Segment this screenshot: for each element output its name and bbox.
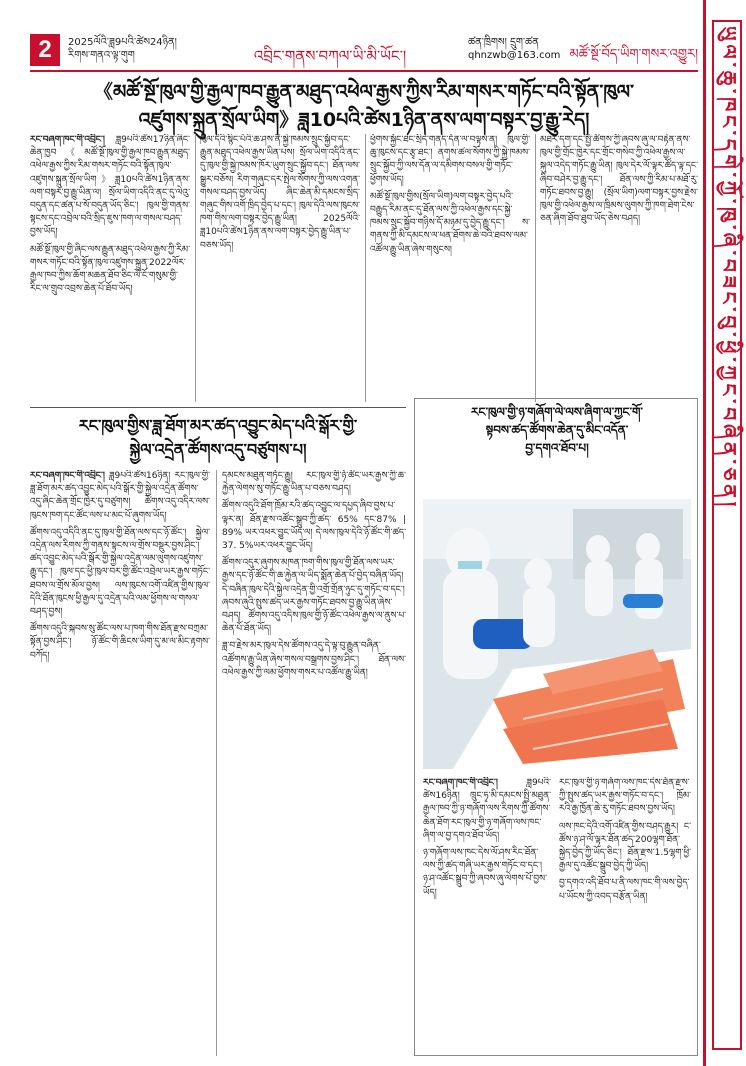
- paragraph-text: རང་ཁུལ་གྱི་ཉ་གཞོག་ལས་ཁང་དེས་ཐོན་རྫས་ཀྱི་སྤུས་ཚད་ཡར་རྒྱས་གཏོང་བ་དང་། ཁྲོམ་རའི་རྒྱ་ཁྱོན་ཆེ་རུ་གཏོང་ཐབས་བྱས་ཡོད།: [559, 778, 691, 815]
- paragraph-text: ལས་ཁང་དེའི་འགོ་འཛིན་གྱིས་བཤད་རྒྱུར། ང་ཚོས་ཉ་ཤ་ལོ་ལྟར་ཐོན་ཚད་200ལྷག་ཐོན་སྐྱེད་བྱེད་ཀྱི་ཡོད་ཅིང་། ཐོན་རྫས་1.5ལྷག་ཕྱི་རྒྱལ་དུ་འཚོང་སྒྲུབ་བྱེད་ཀྱི་ཡོད།: [559, 821, 691, 872]
- paragraph: [222, 557, 406, 636]
- photo-article-column: [423, 777, 551, 1051]
- paragraph: [30, 470, 210, 523]
- article2-column: [30, 470, 210, 1056]
- paragraph-text: དམངས་མཐུན་གཏོང་རྒྱུ། རང་ཁུལ་གྱི་ཉོ་ཚོང་ཡར་རྒྱས་ཀྱི་ཆ་རྐྱེན་ལེགས་སུ་གཏོང་རྒྱུ་ཡིན་པ་བཅས་བཤད།: [222, 471, 406, 495]
- main-headline: [30, 78, 698, 134]
- column-rule: [216, 470, 217, 1056]
- byline: རང་བཞག་ཁང་གི་འབྲིང་།: [30, 471, 105, 481]
- paragraph: [30, 527, 210, 619]
- paragraph: [370, 191, 530, 257]
- paragraph-text: ཟླ9པའི་ཚེས16ཉིན། ཁྲུང་ཧྭ་མི་དམངས་སྤྱི་མཐུན་རྒྱལ་ཁབ་ཀྱི་ཉ་གཞོག་ལས་རིགས་ཀྱི་ཚོགས་ཆེན་ཐོག་རང་ཁུལ་གྱི་ཉ་གཞོག་ལས་ཁང་ཞིག་ལ་བྱ་དགའ་ཐོབ་ཡོད།: [423, 778, 551, 841]
- paragraph-text: ཁུལ་དེའི་སྙིང་པོའི་ཆ་ཤས་ནི་སྐྱེ་ཁམས་སྲུང་སྐྱོབ་དང་རྒྱུན་མཐུད་འཕེལ་རྒྱས་ཡིན་པས། སྲོལ་ཡིག་འདིའི་ནང་དུ་ཁུལ་གྱི་སྐྱེ་ཁམས་ཁོར་ཡུག་སྲུང་སྐྱོབ་དང་། ཐོན་ལས་སྒྱུར་བཅོས། རིག་གཞུང་དར་སྤེལ་སོགས་ཀྱི་ལས་འགན་གསལ་བཤད་བྱས་ཡོད། ཞིང་ཆེན་མི་དམངས་སྲིད་གཞུང་གིས་འགོ་ཁྲིད་བྱེད་པ་དང་། ཁུལ་དེའི་ལས་ཁུངས་ཁག་གིས་ལག་བསྟར་བྱེད་རྒྱུ་ཡིན། 2025ལོའི་ཟླ10པའི་ཚེས1ཉིན་ནས་ལག་བསྟར་བྱེད་རྒྱུ་ཡིན་པ་བཅས་ཡོད།: [200, 135, 360, 251]
- headline-line: འཛུགས་སྐྲུན་སྲོལ་ཡིག》ཟླ10པའི་ཚེས1ཉིན་ནས་ལག་བསྟར་བྱ་རྒྱུ་རེད།: [138, 109, 590, 131]
- banner-frame: [712, 20, 742, 1050]
- photo-article-box: [414, 398, 698, 1056]
- photo-illustration: [423, 499, 691, 769]
- paragraph: [30, 623, 210, 663]
- photo-article-column: [559, 777, 691, 1051]
- paragraph-text: མཐར་དག་དང་སྤྱི་ཚོགས་ཀྱི་ཞབས་ཞུ་ལ་བརྟེན་ནས་ཁུལ་གྱི་གྲོང་ཁྱེར་དང་གྲོང་གསེབ་ཀྱི་འཕེལ་རྒྱས་ལ་སྐུལ་འདེད་གཏོང་རྒྱུ་ཡིན། ཁུལ་དེར་ལོ་ལྟར་ཚོད་ལྟ་དང་ཞིབ་བཤེར་བྱ་རྒྱུ་དང་། ཐོན་ལས་ཀྱི་རིམ་པ་མཐོ་རུ་གཏོང་ཐབས་བྱ་རྒྱུ། (སྲོལ་ཡིག)ལག་བསྟར་བྱས་རྗེས་ཁུལ་གྱི་འཕེལ་རྒྱས་ལ་ཁྲིམས་ལུགས་ཀྱི་ཁག་ཐེག་ངེས་ཅན་ཞིག་ཐོབ་ཐུབ་ཡོད་ཅེས་བཤད།: [540, 135, 698, 225]
- section-rule: [30, 407, 406, 408]
- headline-line: སྐྱེལ་འདྲེན་ཚོགས་འདུ་བཙུགས་པ།: [129, 440, 307, 459]
- vertical-banner: [703, 0, 746, 1066]
- paragraph: [559, 821, 691, 874]
- headline-line: 《མཚོ་སྔོ་ཁུལ་གྱི་རྒྱལ་ཁབ་རྒྱུན་མཐུད་འཕེལ་རྒྱས་ཀྱིས་རིམ་གསར་གཏོང་བའི་སྟོན་ཁུལ་: [93, 81, 635, 103]
- byline: རང་བཞག་ཁང་གི་འབྲིང་།: [423, 778, 498, 788]
- paragraph: [222, 500, 406, 553]
- headline-line: རང་ཁུལ་གྱིས་ཟླ་ཐོག་མར་ཚད་འབྱུང་མེད་པའི་སྒོར་གྱི་: [78, 416, 358, 435]
- paragraph: [222, 640, 406, 680]
- issue-date: [68, 36, 177, 62]
- paragraph-text: ཟླ་བ་རྗེས་མར་ཁུལ་དེས་ཚོགས་འདུ་དེ་ལྟ་བུ་རྒྱུན་བཞིན་འཚོགས་རྒྱུ་ཡིན་ཞེས་གསལ་བསྒྲགས་བྱས་ཤིང་། ཐོན་ལས་འཕེལ་རྒྱས་ཀྱི་ལམ་ཕྱོགས་གསར་པ་འཚོལ་རྒྱུ་ཡིན།: [222, 641, 406, 678]
- paragraph-text: བྱ་དགའ་འདི་ཐོབ་པ་ནི་ལས་ཁང་གི་ལས་བྱེད་པ་ཡོངས་ཀྱི་འབད་བརྩོན་ཡིན།: [559, 878, 690, 902]
- headline-line: བྱ་དགའ་ཐོབ་པ།: [525, 441, 589, 455]
- editor-email: qhnzwb@163.com: [468, 50, 561, 61]
- column-rule: [365, 134, 366, 402]
- paragraph-text: མཚོ་སྔོ་ཁུལ་གྱིས(སྲོལ་ཡིག)ལག་བསྟར་བྱེད་པའི་བརྒྱུད་རིམ་ནང་དུ་ཐོན་ལས་ཀྱི་འཕེལ་རྒྱས་དང་སྐྱེ་ཁམས་སྲུང་སྐྱོབ་གཉིས་དོ་མཉམ་དུ་བྱེད་རྒྱུ་དང་། ས་གནས་ཀྱི་མི་དམངས་ལ་ཕན་ཐོགས་ཆེ་བའི་ཐབས་ལམ་འཚོལ་རྒྱུ་ཡིན་ཞེས་གསུངས།: [370, 191, 530, 255]
- banner-text: ཡུལ་ཆུ་ཁང་དགེ་ཀྱོ་ཁུ་ཞི་བཟང་བུ་ཕྱི་ཀྱང་བཞིན་ཅན།: [717, 26, 741, 511]
- paragraph: [423, 777, 551, 843]
- paragraph-text: ཚོགས་འདུ་འདིའི་ནང་དུ་ཁུལ་གྱི་ཐོན་ལས་དང་ཉོ་ཚོང་། སྐྱེལ་འདྲེན་ལས་རིགས་ཀྱི་གནས་སྟངས་ལ་གྲོས་བསྡུར་བྱས་ཤིང་། ཚད་འབྱུང་མེད་པའི་སྒོར་གྱི་སྐྱེལ་འདྲེན་ལམ་ལུགས་འཛུགས་རྒྱུ་དང་། ཁུལ་དང་ཕྱི་ཁུལ་བར་གྱི་ཚོང་འབྲེལ་ཡར་རྒྱས་གཏོང་ཐབས་ལ་གྲོས་མོལ་བྱས། ལས་ཁུངས་འགོ་འཛིན་གྱིས་ཁུལ་དེའི་ཐོན་ཁུངས་ཕྱི་རྒྱལ་དུ་འདྲེན་པའི་ལམ་ཕྱོགས་ལ་གསལ་བཤད་བྱས།: [30, 527, 210, 618]
- article1-column: [30, 134, 190, 402]
- editor-contact: [468, 36, 560, 62]
- masthead: [30, 34, 698, 72]
- paragraph-text: ཚོགས་འདུའི་ཐོག་ཁྲོམ་རའི་ཚད་འབྱུང་ལ་དཔྱད་ཞིབ་བྱས་པ་ལྟར་ན། ཐོན་རྫས་འཚོང་སྒྲུབ་ཀྱི་ཚད་ 65% དང་87% | 89% ཡར་འཕར་བྱུང་ཡོད་ལ། དེ་ལས་ཁུལ་དེའི་ཉོ་ཚོང་གི་ཚད་ 37. 5%ཡར་འཕར་བྱུང་ཡོད།: [222, 501, 406, 552]
- headline-line: སྟབས་ཚད་ཚོགས་ཆེན་དུ་མིང་འདོན་: [485, 423, 629, 437]
- issue-label: རིགས་གནའ་ལྟ་གུག: [68, 50, 135, 61]
- paragraph: [423, 847, 551, 900]
- paragraph: [30, 134, 190, 240]
- headline-line: རང་ཁུལ་གྱི་ཉ་གཞོག་ལེ་ལས་ཞིག་ལ་ཀྱང་གོ་: [471, 405, 643, 419]
- paragraph: [540, 134, 698, 226]
- date-line: 2025ལོའི་ཟླ9པའི་ཚེས24ཉིན།: [68, 37, 177, 48]
- paragraph: [370, 134, 530, 187]
- paragraph-text: ཟླ9པའི་ཚེས17ཉིན་ཞིང་ཆེན་ཁྱབ《མཚོ་སྔོ་ཁུལ་གྱི་རྒྱལ་ཁབ་རྒྱུན་མཐུད་འཕེལ་རྒྱས་ཀྱིས་རིམ་གསར་གཏོང་བའི་སྟོན་ཁུལ་འཛུགས་སྐྲུན་སྲོལ་ཡིག》ཟླ10པའི་ཚེས1ཉིན་ནས་ལག་བསྟར་བྱ་རྒྱུ་ཡིན་ལ། སྲོལ་ཡིག་འདིའི་ནང་དུ་ལེའུ་བདུན་དང་ཚན་པ་སོ་བདུན་ཡོད་ཅིང་། ཁུལ་གྱི་གནས་སྟངས་དང་འབྲེལ་བའི་སྲིད་ཇུས་ཁག་ལ་གསལ་བཤད་བྱས་ཡོད།: [30, 135, 190, 238]
- paragraph: [30, 244, 190, 297]
- article2-column: [222, 470, 406, 1056]
- newspaper-logo: མཚོ་སྔོ་བོད་ཡིག་གསར་འགྱུར།: [569, 47, 698, 62]
- page-number: 2: [30, 34, 60, 66]
- paragraph-text: ཉ་གཞོག་ལས་ཁང་དེས་ལོ་ཤས་རིང་ཐོན་ལས་ཀྱི་ཚད་གཞི་ཡར་རྒྱས་གཏོང་བ་དང་། ཉ་ཤ་འཚོང་སྒྲུབ་ཀྱི་ཞབས་ཞུ་ལེགས་པོ་བྱས་ཡོད།: [423, 848, 547, 898]
- article1-column: [200, 134, 360, 402]
- paragraph-text: ཟླ9པའི་ཚེས16ཉིན། རང་ཁུལ་གྱི་ཟླ་ཐོག་མར་ཚད་འབྱུང་མེད་པའི་སྒོར་གྱི་སྐྱེལ་འདྲེན་ཚོགས་འདུ་ཞིང་ཆེན་གྲོང་ཁྱེར་དུ་བཙུགས། ཚོགས་འདུ་འདིར་ལས་ཁུངས་ཁག་དང་ཚོང་ལས་པ་མང་པོ་ཞུགས་ཡོད།: [30, 471, 210, 521]
- paragraph-text: མཚོ་སྔོ་ཁུལ་གྱི་ཞིང་ལས་རྒྱུན་མཐུད་འཕེལ་རྒྱས་ཀྱི་རིམ་གསར་གཏོང་བའི་སྟོན་ཁུལ་འཛུགས་སྐྲུན་2022ལོར་རྒྱལ་ཁབ་ཀྱིས་ཆོག་མཆན་ཐོབ་ཅིང་ལོ་ངོ་གསུམ་གྱི་རིང་ལ་གྲུབ་འབྲས་ཆེན་པོ་ཐོབ་ཡོད།: [30, 244, 190, 295]
- paragraph-text: ཚོགས་འདུའི་སྐབས་སུ་ཚོང་ལས་པ་ཁག་གིས་ཐོན་རྫས་བཀྲམ་སྟོན་བྱས་ཤིང་། ཉོ་ཚོང་གི་ཆིངས་ཡིག་དུ་མ་ལ་མིང་རྟགས་བཀོད།: [30, 624, 210, 661]
- paragraph: [200, 134, 360, 253]
- paragraph: [559, 877, 691, 903]
- paragraph-text: ཚོགས་འདུར་ཞུགས་མཁན་ཁག་གིས་ཁུལ་གྱི་ཐོན་ལས་ཡར་རྒྱས་དང་ཉོ་ཚོང་གི་ཆ་རྐྱེན་ལ་ཡིད་སྨོན་ཆེན་པོ་བྱེད་བཞིན་ཡོད། དེ་བཞིན་ཁུལ་དེའི་སྐྱེལ་འདྲེན་གྱི་འགྲོ་གྲོན་ཉུང་དུ་གཏོང་བ་དང་། ཞབས་ཞུའི་སྤུས་ཚད་ཡར་རྒྱས་གཏོང་ཐབས་བྱ་རྒྱུ་ཡིན་ཞེས་བཤད། ཚོགས་འདུ་འདིས་ཁུལ་གྱི་ཉོ་ཚོང་འཕེལ་རྒྱས་ལ་ནུས་པ་ཆེན་པོ་ཐོན་ཡོད།: [222, 558, 406, 635]
- photo-article-title: [423, 403, 691, 457]
- article1-column: [540, 134, 698, 402]
- article2-headline: [30, 414, 406, 462]
- section-title: འབྲིང་གནས་བཀལ་ཡི་མི་ཡོང་།: [253, 47, 407, 65]
- column-rule: [195, 134, 196, 402]
- paragraph-text: ཕྱོགས་སྐྱོང་ཐང་སྲིད་གནད་དོན་ལ་བལྟས་ན། ཁུལ་གྱི་ཆུ་ཁུངས་དང་རྩྭ་ཐང་། ནགས་ཚལ་སོགས་ཀྱི་སྐྱེ་ཁམས་སྲུང་སྐྱོབ་ཀྱི་ལས་དོན་ལ་དམིགས་བསལ་གྱི་གཏོང་ཕྱོགས་ཡོད།: [370, 135, 530, 185]
- article1-column: [370, 134, 530, 402]
- paragraph: [222, 470, 406, 496]
- byline: རང་བཞག་ཁང་གི་འབྲིང་།: [30, 135, 105, 145]
- column-rule: [535, 134, 536, 402]
- salmon-processing-photo: [423, 499, 691, 769]
- paragraph: [559, 777, 691, 817]
- editor-label: ཚན་ཁྲིགས། དྲུག་ཚན: [468, 37, 539, 48]
